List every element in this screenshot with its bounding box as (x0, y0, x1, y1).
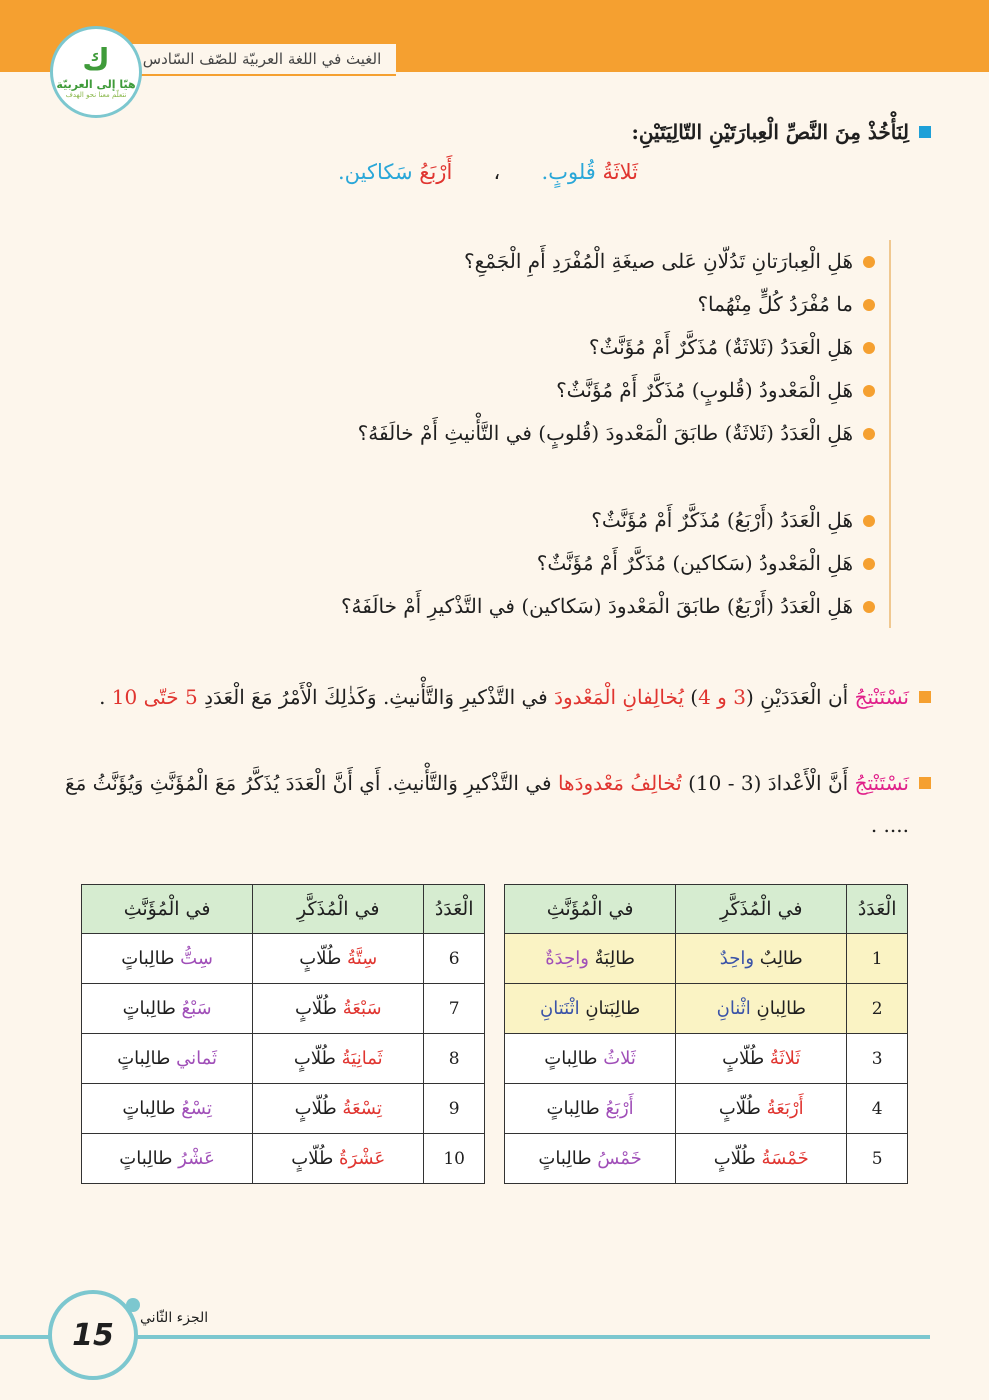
noun: طُلّابٍ (291, 1148, 334, 1169)
question-text: هَلِ الْمَعْدودُ (قُلوبٍ) مُذَكَّرٌ أَمْ مُؤَنَّثٌ؟ (556, 378, 853, 402)
conclusion-number: حَتّى 10 (111, 685, 179, 709)
numbers-table-1-to-5 (504, 884, 908, 1184)
orange-bullet-icon (863, 428, 875, 440)
noun: طالِبَةٌ (594, 948, 636, 969)
questions-block (289, 240, 891, 628)
conclusion-text: أن الْعَدَدَيْنِ ( (745, 685, 855, 709)
table-cell-feminine (505, 1034, 676, 1084)
question-item (289, 412, 875, 455)
table-cell-masculine (253, 1134, 424, 1184)
table-row (82, 1034, 485, 1084)
table-cell-number: 9 (424, 1084, 485, 1134)
example-phrases (338, 160, 638, 184)
number-word: سَبْعُ (181, 998, 212, 1019)
logo-tagline: نتعلّم معنا نحو الهدف (65, 90, 127, 99)
table-cell-feminine (82, 1084, 253, 1134)
orange-bullet-icon (863, 385, 875, 397)
noun: طُلّابٍ (722, 1048, 765, 1069)
table-cell-number: 5 (847, 1134, 908, 1184)
column-header-masculine: في الْمُذَكَّرِ (253, 885, 424, 934)
orange-bullet-icon (863, 515, 875, 527)
orange-square-bullet-icon (919, 691, 931, 703)
noun: طالِباتٍ (122, 998, 176, 1019)
table-row (505, 1084, 908, 1134)
orange-bullet-icon (863, 299, 875, 311)
conclusion-lead: نَسْتَنْتِجُ (854, 771, 909, 795)
number-word: واحِدٌ (719, 948, 755, 969)
question-item (289, 585, 875, 628)
table-cell-number: 10 (424, 1134, 485, 1184)
column-header-masculine: في الْمُذَكَّرِ (676, 885, 847, 934)
table-cell-number: 6 (424, 934, 485, 984)
number-word: ثَماني (176, 1048, 217, 1069)
section-heading (631, 120, 931, 144)
table-row (505, 934, 908, 984)
logo-name: هيّا إلى العربيّة (56, 77, 136, 91)
noun: طُلّابٍ (294, 1098, 337, 1119)
table-cell-number: 2 (847, 984, 908, 1034)
table-cell-feminine (505, 1134, 676, 1184)
phrase-separator: ، (493, 160, 501, 184)
noun: طالِباتٍ (121, 948, 175, 969)
table-cell-feminine (82, 934, 253, 984)
noun: طُلّابٍ (294, 998, 337, 1019)
question-item (289, 499, 875, 542)
conclusion-two (51, 762, 931, 846)
conclusion-text: . (99, 685, 112, 709)
number-word: عَشْرَةُ (339, 1148, 386, 1169)
logo-mark-icon: ك (82, 42, 110, 78)
column-header-number: الْعَدَدُ (424, 885, 485, 934)
table-row (82, 1134, 485, 1184)
column-header-feminine: في الْمُؤَنَّثِ (82, 885, 253, 934)
column-header-number: الْعَدَدُ (847, 885, 908, 934)
phrase-one (542, 160, 638, 184)
noun: طالِبٌ (759, 948, 803, 969)
conclusion-text: في التَّذْكيرِ وَالتَّأْنيثِ. وَكَذٰلِكَ الْأَمْرُ مَعَ الْعَدَدِ (197, 685, 555, 709)
conclusion-two-text (51, 762, 909, 846)
noun: طالِبَتانِ (585, 998, 641, 1019)
table-cell-feminine (505, 934, 676, 984)
question-item (289, 542, 875, 585)
table-row (82, 1084, 485, 1134)
page-number: 15 (48, 1290, 138, 1380)
conclusion-one-text (99, 676, 909, 718)
noun: طالِباتٍ (544, 1048, 598, 1069)
number-word: خَمْسُ (597, 1148, 642, 1169)
number-word: واحِدَةٌ (545, 948, 589, 969)
table-cell-number: 1 (847, 934, 908, 984)
section-heading-text: لِنَأْخُذْ مِنَ النَّصِّ الْعِبارَتَيْنِ التّالِيَتَيْنِ: (631, 120, 909, 144)
table-cell-number: 7 (424, 984, 485, 1034)
orange-bullet-icon (863, 558, 875, 570)
table-cell-feminine (82, 1034, 253, 1084)
question-text: ما مُفْرَدُ كُلٍّ مِنْهُما؟ (697, 292, 853, 316)
question-text: هَلِ الْعَدَدُ (ثَلاثَةٌ) مُذَكَّرٌ أَمْ مُؤَنَّثٌ؟ (588, 335, 853, 359)
number-word: ثَلاثَةُ (769, 1048, 801, 1069)
table-cell-masculine (676, 984, 847, 1034)
number-word: ثَلاثُ (603, 1048, 636, 1069)
phrase-two (338, 160, 452, 184)
table-cell-feminine (82, 984, 253, 1034)
number-word: عَشْرُ (178, 1148, 215, 1169)
conclusion-text: ) (683, 685, 699, 709)
table-cell-masculine (676, 1034, 847, 1084)
table-cell-masculine (253, 984, 424, 1034)
conclusion-highlight: يُخالِفانِ الْمَعْدودَ (554, 685, 684, 709)
conclusion-one (51, 676, 931, 718)
phrase-one-noun: قُلوبٍ. (541, 160, 596, 184)
noun: طالِباتٍ (117, 1048, 171, 1069)
number-word: أَرْبَعُ (605, 1098, 634, 1119)
part-label: الجزء الثّاني (140, 1310, 209, 1326)
number-word: تِسْعُ (181, 1098, 212, 1119)
number-word: ثَمانِيَةُ (341, 1048, 383, 1069)
question-text: هَلِ الْعَدَدُ (ثَلاثَةٌ) طابَقَ الْمَعْدودَ (قُلوبٍ) في التَّأْنيثِ أَمْ خالَفَهُ؟ (357, 421, 853, 445)
orange-bullet-icon (863, 256, 875, 268)
question-item (289, 326, 875, 369)
noun: طالِباتٍ (546, 1098, 600, 1119)
number-word: سِتَّةُ (347, 948, 378, 969)
publisher-logo (50, 26, 142, 118)
number-word: خَمْسَةُ (761, 1148, 809, 1169)
table-cell-masculine (676, 1084, 847, 1134)
column-header-feminine: في الْمُؤَنَّثِ (505, 885, 676, 934)
footer-divider (0, 1335, 930, 1339)
question-text: هَلِ الْعَدَدُ (أَرْبَعٌ) طابَقَ الْمَعْدودَ (سَكاكين) في التَّذْكيرِ أَمْ خالَفَهُ؟ (340, 594, 853, 618)
table-row (505, 1034, 908, 1084)
number-word: تِسْعَةُ (342, 1098, 382, 1119)
orange-bullet-icon (863, 601, 875, 613)
noun: طُلّابٍ (293, 1048, 336, 1069)
phrase-two-number: أَرْبَعُ (419, 160, 453, 184)
number-word: سِتُّ (180, 948, 213, 969)
conclusion-number: 5 (185, 685, 198, 709)
table-cell-feminine (505, 984, 676, 1034)
table-cell-feminine (505, 1084, 676, 1134)
noun: طُلّابٍ (299, 948, 342, 969)
table-row (82, 984, 485, 1034)
table-cell-number: 3 (847, 1034, 908, 1084)
phrase-one-number: ثَلاثَةُ (602, 160, 638, 184)
question-item (289, 369, 875, 412)
table-cell-masculine (676, 1134, 847, 1184)
noun: طالِباتٍ (122, 1098, 176, 1119)
table-cell-masculine (676, 934, 847, 984)
question-item (289, 240, 875, 283)
table-cell-number: 4 (847, 1084, 908, 1134)
table-row (82, 934, 485, 984)
conclusion-lead: نَسْتَنْتِجُ (854, 685, 909, 709)
conclusion-highlight: تُخالِفُ مَعْدودَها (557, 771, 682, 795)
conclusion-number: 3 و 4 (698, 685, 746, 709)
question-item (289, 283, 875, 326)
numbers-table-6-to-10 (81, 884, 485, 1184)
number-word: سَبْعَةُ (342, 998, 382, 1019)
table-cell-number: 8 (424, 1034, 485, 1084)
question-text: هَلِ الْمَعْدودُ (سَكاكين) مُذَكَّرٌ أَمْ مُؤَنَّثٌ؟ (536, 551, 853, 575)
conclusion-text: في التَّذْكيرِ وَالتَّأْنيثِ. أَي أَنَّ الْعَدَدَ يُذَكَّرُ مَعَ الْمُؤَنَّثِ وَيُؤَنَّثُ مَعَ .... . (64, 771, 909, 837)
number-word: اثْنانِ (716, 998, 751, 1019)
noun: طالِبانِ (756, 998, 806, 1019)
table-cell-masculine (253, 934, 424, 984)
noun: طالِباتٍ (538, 1148, 592, 1169)
blue-square-bullet-icon (919, 126, 931, 138)
table-cell-masculine (253, 1034, 424, 1084)
number-word: اثْنَتانِ (540, 998, 580, 1019)
table-row (505, 1134, 908, 1184)
conclusion-text: أَنَّ الْأَعْدادَ (3 - 10) (681, 771, 855, 795)
question-text: هَلِ الْعِبارَتانِ تَدُلّانِ عَلى صيغَةِ الْمُفْرَدِ أَمِ الْجَمْعِ؟ (464, 249, 853, 273)
question-text: هَلِ الْعَدَدُ (أَرْبَعُ) مُذَكَّرٌ أَمْ مُؤَنَّثٌ؟ (591, 508, 853, 532)
table-cell-feminine (82, 1134, 253, 1184)
table-row (505, 984, 908, 1034)
noun: طُلّابٍ (713, 1148, 756, 1169)
table-cell-masculine (253, 1084, 424, 1134)
noun: طالِباتٍ (119, 1148, 173, 1169)
number-word: أَرْبَعَةُ (766, 1098, 804, 1119)
book-title: الغيث في اللغة العربيّة للصّف السّادس (128, 44, 396, 76)
phrase-two-noun: سَكاكين. (338, 160, 413, 184)
page-dot-icon (126, 1298, 140, 1312)
noun: طُلّابٍ (718, 1098, 761, 1119)
orange-square-bullet-icon (919, 777, 931, 789)
orange-bullet-icon (863, 342, 875, 354)
